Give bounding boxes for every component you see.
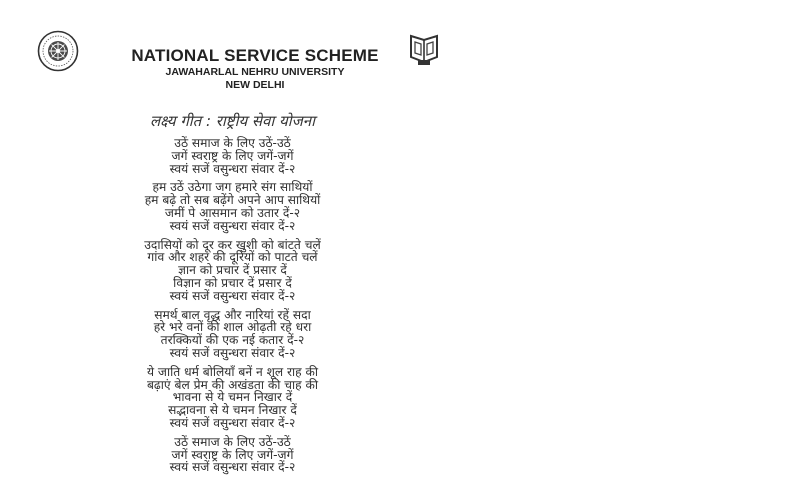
lyric-line: स्वयं सजें वसुन्धरा संवार दें-२ — [169, 161, 296, 176]
lyric-line: समर्थ बाल वृद्ध और नारियां रहें सदा — [154, 307, 311, 322]
lyric-line: हरे भरे वनों की शाल ओढ़ती रहे धरा — [153, 320, 312, 335]
stanza-2 — [60, 181, 405, 232]
lyric-line: स्वयं सजें वसुन्धरा संवार दें-२ — [169, 345, 296, 360]
lyric-line: ज्ञान को प्रचार दें प्रसार दें — [178, 263, 287, 278]
stanza-1 — [60, 137, 405, 175]
song-body — [60, 112, 405, 480]
lyric-line: उठें समाज के लिए उठें-उठें — [174, 434, 291, 449]
song-title: लक्ष्य गीत : राष्ट्रीय सेवा योजना — [150, 112, 315, 130]
lyric-line: भावना से ये चमन निखार दें — [172, 390, 293, 405]
letterhead — [90, 46, 420, 92]
stanza-6 — [60, 436, 405, 474]
lyric-line: जगें स्वराष्ट्र के लिए जगें-जगें — [171, 148, 294, 163]
lyric-line: स्वयं सजें वसुन्धरा संवार दें-२ — [169, 460, 296, 475]
lyric-line: स्वयं सजें वसुन्धरा संवार दें-२ — [169, 415, 296, 430]
lyric-line: गांव और शहर की दूरियों को पाटते चलें — [147, 250, 318, 265]
lyric-line: जगें स्वराष्ट्र के लिए जगें-जगें — [171, 447, 294, 462]
stanza-5 — [60, 366, 405, 430]
lyric-line: तरक्कियों की एक नई कतार दें-२ — [160, 333, 305, 348]
lyric-line: उदासियों को दूर कर खुशी को बांटते चलें — [144, 237, 321, 252]
lyric-line: स्वयं सजें वसुन्धरा संवार दें-२ — [169, 218, 296, 233]
stanza-4 — [60, 309, 405, 360]
lyric-line: ये जाति धर्म बोलियाँ बनें न शूल राह की — [146, 364, 319, 379]
lyric-line: उठें समाज के लिए उठें-उठें — [174, 136, 291, 150]
lyric-line: बढ़ाएं बेल प्रेम की अखंडता की चाह की — [146, 377, 319, 392]
organization-title: NATIONAL SERVICE SCHEME — [131, 46, 379, 65]
city-name: NEW DELHI — [225, 79, 285, 91]
lyric-line: सद्भावना से ये चमन निखार दें — [168, 403, 297, 418]
university-name: JAWAHARLAL NEHRU UNIVERSITY — [165, 66, 345, 78]
lyric-line: जमीं पे आसमान को उतार दें-२ — [164, 205, 301, 220]
nss-emblem-logo — [37, 30, 79, 72]
lyric-line: विज्ञान को प्रचार दें प्रसार दें — [173, 275, 292, 290]
stanza-3 — [60, 239, 405, 303]
lyric-line: हम बढ़े तो सब बढ़ेंगे अपने आप साथियों — [144, 193, 321, 208]
lyric-line: स्वयं सजें वसुन्धरा संवार दें-२ — [169, 288, 296, 303]
lyric-line: हम उठें उठेगा जग हमारे संग साथियों — [152, 180, 313, 195]
